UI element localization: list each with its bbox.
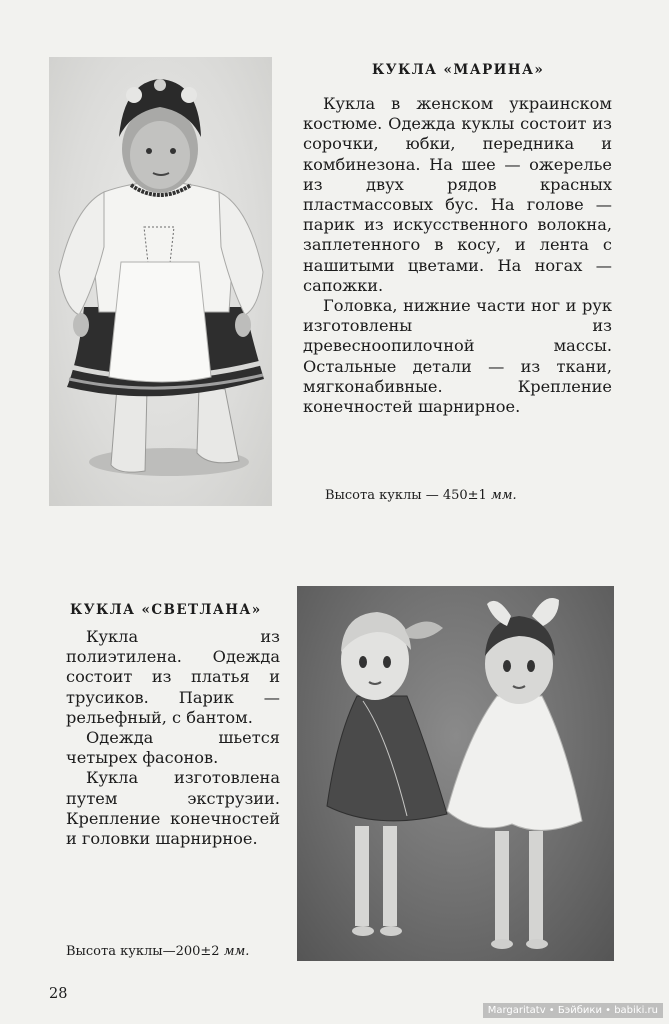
svetlana-paragraph-1: Кукла из полиэтилена. Одежда состоит из платья и трусиков. Парик — рельефный, с бантом. <box>66 627 280 727</box>
svetlana-title: КУКЛА «СВЕТЛАНА» <box>70 602 262 619</box>
svetlana-paragraph-3: Кукла изготовлена путем экструзии. Крепление конечностей и головки шарнирное. <box>66 768 280 849</box>
marina-doll-photo <box>49 57 272 506</box>
svetlana-height-label: Высота куклы—200±2 <box>66 944 220 959</box>
svetlana-height <box>66 944 249 959</box>
marina-title: КУКЛА «МАРИНА» <box>372 62 545 79</box>
svetlana-paragraph-2: Одежда шьется четырех фасонов. <box>66 728 280 768</box>
watermark: Margaritatv • Бэйбики • babiki.ru <box>483 1003 663 1018</box>
svetlana-dolls-photo <box>297 586 614 961</box>
marina-height-unit: мм. <box>490 488 517 503</box>
marina-paragraph-1: Кукла в женском украинском костюме. Одежда куклы состоит из сорочки, юбки, передника и комбинезона. На шее — ожерелье из двух рядов красных пластмассовых бус. На голове — парик из искусственного волокна, заплетенного в косу, и лента с нашитыми цветами. На ногах — сапожки. <box>303 94 612 295</box>
svetlana-height-unit: мм. <box>223 944 250 959</box>
marina-height <box>325 488 517 503</box>
marina-paragraph-2: Головка, нижние части ног и рук изготовлены из древесноопилочной массы. Остальные детали — из ткани, мягконабивные. Крепление конечностей шарнирное. <box>303 296 612 417</box>
svetlana-description <box>66 627 280 849</box>
marina-description <box>303 94 612 417</box>
page-number: 28 <box>49 986 68 1002</box>
marina-height-label: Высота куклы — 450±1 <box>325 488 487 503</box>
